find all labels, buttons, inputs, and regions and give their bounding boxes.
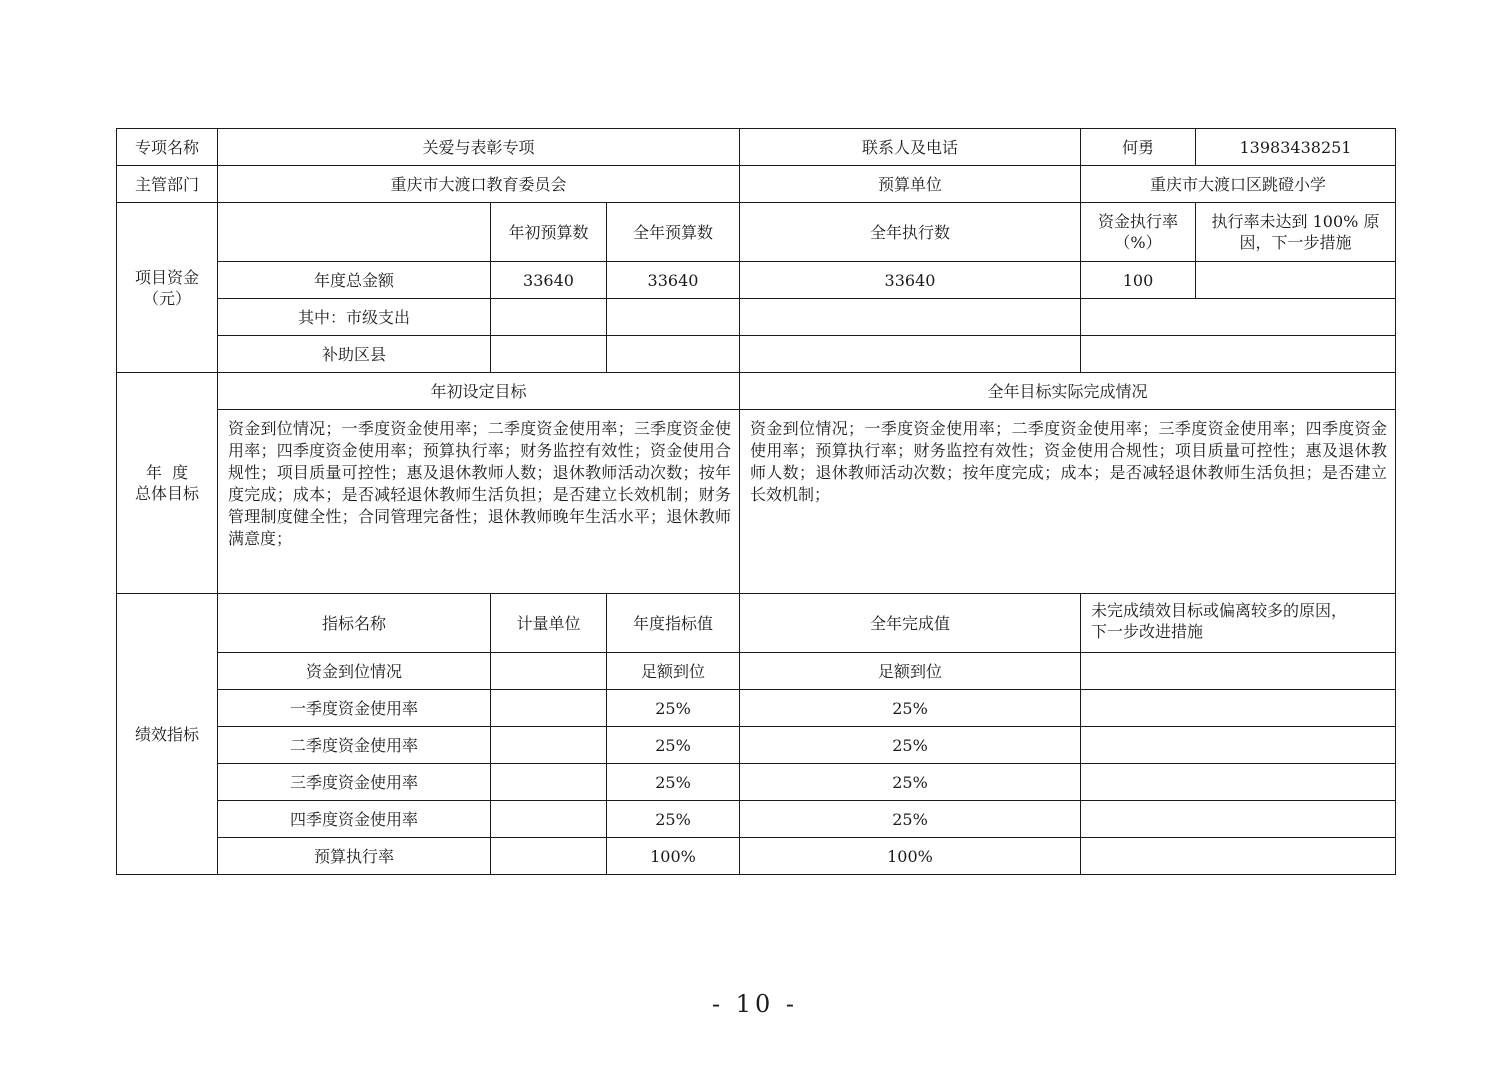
contact-phone: 13983438251	[1196, 129, 1396, 166]
goals-label	[117, 373, 218, 594]
indicator-unit	[491, 653, 607, 690]
project-label: 专项名称	[117, 129, 218, 166]
funds-row-reason	[1196, 262, 1396, 299]
indicator-name: 二季度资金使用率	[218, 727, 491, 764]
indicator-unit	[491, 838, 607, 875]
funds-header-row	[117, 203, 1396, 262]
indicator-target: 100%	[607, 838, 740, 875]
indicator-target: 25%	[607, 801, 740, 838]
col-indicator-target: 年度指标值	[607, 594, 740, 653]
indicator-target: 25%	[607, 727, 740, 764]
funds-row-initial	[491, 299, 607, 336]
indicator-unit	[491, 801, 607, 838]
goals-label-line1: 年 度	[145, 463, 189, 482]
indicator-name: 资金到位情况	[218, 653, 491, 690]
col-exec-reason-line2: 因，下一步措施	[1239, 233, 1352, 252]
col-exec-rate-line2: （%）	[1114, 233, 1162, 252]
contact-label: 联系人及电话	[740, 129, 1081, 166]
indicator-unit	[491, 690, 607, 727]
funds-row-name: 年度总金额	[218, 262, 491, 299]
header-row-dept	[117, 166, 1396, 203]
indicator-actual: 足额到位	[740, 653, 1081, 690]
indicator-target: 25%	[607, 764, 740, 801]
funds-label	[117, 203, 218, 373]
col-annual-exec: 全年执行数	[740, 203, 1081, 262]
indicator-target: 25%	[607, 690, 740, 727]
goals-header-row	[117, 373, 1396, 410]
indicator-actual: 100%	[740, 838, 1081, 875]
funds-row	[117, 336, 1396, 373]
indicator-name: 一季度资金使用率	[218, 690, 491, 727]
indicator-reason	[1081, 838, 1396, 875]
funds-row-initial	[491, 336, 607, 373]
indicator-unit	[491, 727, 607, 764]
indicator-row	[117, 690, 1396, 727]
indicators-label: 绩效指标	[117, 594, 218, 875]
funds-row-rate	[1081, 336, 1396, 373]
indicator-row	[117, 801, 1396, 838]
indicator-name: 三季度资金使用率	[218, 764, 491, 801]
funds-row-name: 其中：市级支出	[218, 299, 491, 336]
funds-row-annual: 33640	[607, 262, 740, 299]
col-indicator-reason-line1: 未完成绩效目标或偏离较多的原因，	[1091, 601, 1348, 620]
goals-label-line2: 总体目标	[134, 484, 199, 503]
goals-initial-header: 年初设定目标	[218, 373, 740, 410]
col-indicator-name: 指标名称	[218, 594, 491, 653]
contact-name: 何勇	[1081, 129, 1196, 166]
funds-row-exec: 33640	[740, 262, 1081, 299]
indicator-name: 四季度资金使用率	[218, 801, 491, 838]
indicator-actual: 25%	[740, 690, 1081, 727]
dept-label: 主管部门	[117, 166, 218, 203]
funds-label-line2: （元）	[142, 288, 191, 308]
funds-row-exec	[740, 299, 1081, 336]
header-row-project	[117, 129, 1396, 166]
col-exec-reason	[1196, 203, 1396, 262]
unit-value: 重庆市大渡口区跳磴小学	[1081, 166, 1396, 203]
funds-row-rate	[1081, 299, 1396, 336]
indicator-reason	[1081, 727, 1396, 764]
indicators-header-row	[117, 594, 1396, 653]
indicator-reason	[1081, 801, 1396, 838]
col-exec-reason-line1: 执行率未达到 100% 原	[1211, 212, 1380, 231]
page-number: - 10 -	[711, 990, 798, 1018]
col-exec-rate-line1: 资金执行率	[1097, 212, 1178, 231]
indicator-target: 足额到位	[607, 653, 740, 690]
col-indicator-reason-line2: 下一步改进措施	[1091, 622, 1204, 641]
indicator-reason	[1081, 764, 1396, 801]
indicator-actual: 25%	[740, 727, 1081, 764]
col-indicator-reason	[1081, 594, 1396, 653]
funds-row-name: 补助区县	[218, 336, 491, 373]
indicator-row	[117, 838, 1396, 875]
funds-row-initial: 33640	[491, 262, 607, 299]
indicator-name: 预算执行率	[218, 838, 491, 875]
col-exec-rate	[1081, 203, 1196, 262]
funds-row-annual	[607, 336, 740, 373]
col-indicator-actual: 全年完成值	[740, 594, 1081, 653]
indicator-row	[117, 653, 1396, 690]
indicator-row	[117, 764, 1396, 801]
funds-row-rate: 100	[1081, 262, 1196, 299]
funds-row	[117, 299, 1396, 336]
dept-value: 重庆市大渡口教育委员会	[218, 166, 740, 203]
unit-label: 预算单位	[740, 166, 1081, 203]
funds-row-annual	[607, 299, 740, 336]
goals-actual-header: 全年目标实际完成情况	[740, 373, 1396, 410]
indicator-unit	[491, 764, 607, 801]
indicator-reason	[1081, 653, 1396, 690]
indicator-row	[117, 727, 1396, 764]
col-annual-budget: 全年预算数	[607, 203, 740, 262]
indicator-reason	[1081, 690, 1396, 727]
performance-table	[116, 128, 1396, 875]
col-initial-budget: 年初预算数	[491, 203, 607, 262]
col-indicator-unit: 计量单位	[491, 594, 607, 653]
indicator-actual: 25%	[740, 801, 1081, 838]
funds-row	[117, 262, 1396, 299]
funds-row-exec	[740, 336, 1081, 373]
project-value: 关爱与表彰专项	[218, 129, 740, 166]
funds-blank-header	[218, 203, 491, 262]
goals-actual-text: 资金到位情况；一季度资金使用率；二季度资金使用率；三季度资金使用率；四季度资金使用率；预算执行率；财务监控有效性；资金使用合规性；项目质量可控性；惠及退休教师人数；退休教师活动次数；按年度完成；成本；是否减轻退休教师生活负担；是否建立长效机制；	[740, 410, 1396, 594]
indicator-actual: 25%	[740, 764, 1081, 801]
goals-initial-text: 资金到位情况；一季度资金使用率；二季度资金使用率；三季度资金使用率；四季度资金使用率；预算执行率；财务监控有效性；资金使用合规性；项目质量可控性；惠及退休教师人数；退休教师活动次数；按年度完成；成本；是否减轻退休教师生活负担；是否建立长效机制；财务管理制度健全性；合同管理完备性；退休教师晚年生活水平；退休教师满意度；	[218, 410, 740, 594]
goals-text-row	[117, 410, 1396, 594]
funds-label-line1: 项目资金	[134, 267, 199, 287]
